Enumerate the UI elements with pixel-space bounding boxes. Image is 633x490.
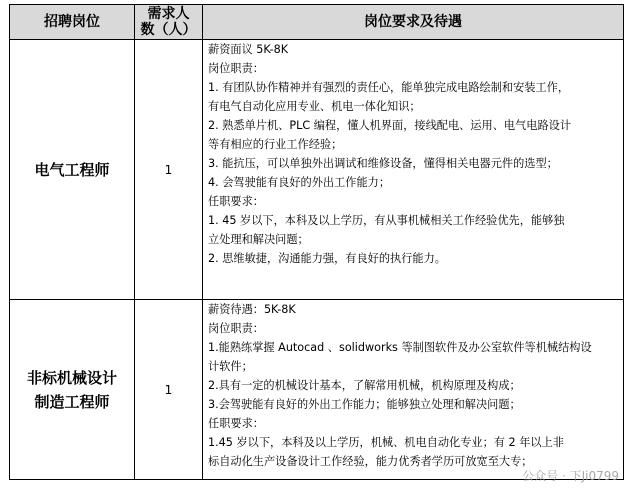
req-line: 立处理和解决问题； bbox=[208, 233, 309, 246]
req-line: 2.具有一定的机械设计基本，了解常用机械，机构原理及构成； bbox=[208, 379, 521, 392]
requirements-cell bbox=[203, 40, 624, 300]
req-line: 薪资面议 5K-8K bbox=[208, 43, 289, 56]
req-line: 3.会驾驶能有良好的外出工作能力；能够独立处理和解决问题； bbox=[208, 398, 521, 411]
req-line: 4. 会驾驶能有良好的外出工作能力； bbox=[208, 176, 391, 189]
req-line: 岗位职责： bbox=[208, 62, 264, 75]
req-line: 任职要求： bbox=[208, 417, 264, 430]
watermark: 公众号 · 下Ji0799 bbox=[522, 469, 619, 483]
req-line: 1. 45 岁以下，本科及以上学历，有从事机械相关工作经验优先，能够独 bbox=[208, 214, 565, 227]
req-line: 计软件； bbox=[208, 360, 253, 373]
count-cell: 1 bbox=[135, 40, 203, 300]
position-cell: 非标机械设计 制造工程师 bbox=[10, 300, 135, 480]
req-line: 任职要求： bbox=[208, 195, 264, 208]
header-requirements: 岗位要求及待遇 bbox=[203, 5, 624, 40]
table-row bbox=[10, 300, 624, 480]
job-table bbox=[9, 4, 624, 480]
header-position: 招聘岗位 bbox=[10, 5, 135, 40]
req-line: 2. 熟悉单片机、PLC 编程，懂人机界面，接线配电、运用、电气电路设计 bbox=[208, 119, 572, 132]
table-header-row bbox=[10, 5, 624, 40]
req-line: 2. 思维敏捷，沟通能力强，有良好的执行能力。 bbox=[208, 252, 446, 265]
req-line: 岗位职责： bbox=[208, 322, 264, 335]
req-line: 3. 能抗压，可以单独外出调试和维修设备，懂得相关电器元件的选型； bbox=[208, 157, 558, 170]
req-line: 等有相应的行业工作经验； bbox=[208, 138, 343, 151]
table-row bbox=[10, 40, 624, 300]
req-line: 标自动化生产设备设计工作经验，能力优秀者学历可放宽至大专； bbox=[208, 455, 533, 468]
req-line: 1.能熟练掌握 Autocad 、solidworks 等制图软件及办公室软件等机械结构设 bbox=[208, 341, 592, 354]
position-cell: 电气工程师 bbox=[10, 40, 135, 300]
requirements-cell bbox=[203, 300, 624, 480]
req-line: 1.45 岁以下，本科及以上学历，机械、机电自动化专业；有 2 年以上非 bbox=[208, 436, 564, 449]
req-line: 有电气自动化应用专业、机电一体化知识； bbox=[208, 100, 421, 113]
req-line: 1. 有团队协作精神并有强烈的责任心，能单独完成电路绘制和安装工作， bbox=[208, 81, 570, 94]
req-line: 薪资待遇：5K-8K bbox=[208, 303, 296, 316]
count-cell: 1 bbox=[135, 300, 203, 480]
header-count: 需求人 数（人） bbox=[135, 5, 203, 40]
